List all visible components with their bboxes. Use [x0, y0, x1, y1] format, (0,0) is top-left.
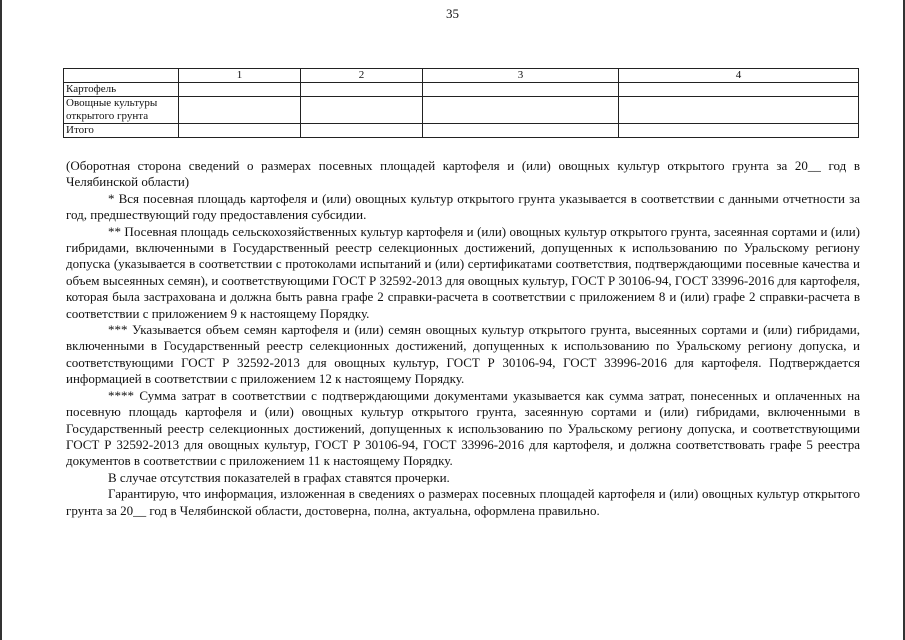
table-header-row: [64, 69, 859, 83]
table-cell: [301, 124, 423, 138]
table-row: [64, 83, 859, 97]
table-header-cell: [64, 69, 179, 83]
table-header-cell: 3: [423, 69, 619, 83]
table-cell: [619, 97, 859, 124]
table-cell: [179, 124, 301, 138]
table-cell: [179, 97, 301, 124]
footnote-3: *** Указывается объем семян картофеля и (или) семян овощных культур открытого грунта, высеянных сортами и (или) гибридами, включенными в Государственный реестр селекционных достижений, допущенных к использованию по Уральскому региону допуска, и соответствующими ГОСТ Р 32592-2013 для овощных культур, ГОСТ Р 30106-94, ГОСТ 33996-2016 для картофеля. Подтверждается информацией в соответствии с приложением 12 к настоящему Порядку.: [66, 322, 860, 387]
row-label: Овощные культуры открытого грунта: [64, 97, 179, 124]
footnote-1: * Вся посевная площадь картофеля и (или) овощных культур открытого грунта указывается в соответствии с данными отчетности за год, предшествующий году предоставления субсидии.: [66, 190, 860, 223]
table-header-cell: 1: [179, 69, 301, 83]
footnote-2: ** Посевная площадь сельскохозяйственных культур картофеля и (или) овощных культур открытого грунта, засеянная сортами и (или) гибридами, включенными в Государственный реестр селекционных достижений, допущенных к использованию по Уральскому региону допуска (указывается в соответствии с протоколами испытаний и (или) сертификатами соответствия, подтверждающими посевные качества и объем высеянных семян), и соответствующими ГОСТ Р 32592-2013 для овощных культур, ГОСТ Р 30106-94, ГОСТ 33996-2016 для картофеля, которая была застрахована и должна быть равна графе 2 справки-расчета в соответствии с приложением 8 и (или) графе 2 справки-расчета в соответствии с приложением 9 к настоящему Порядку.: [66, 223, 860, 321]
data-table: [63, 68, 859, 138]
table-header-cell: 2: [301, 69, 423, 83]
table-row: [64, 97, 859, 124]
table-cell: [423, 124, 619, 138]
page-number: 35: [446, 6, 459, 21]
table-cell: [619, 83, 859, 97]
row-label: Картофель: [64, 83, 179, 97]
guarantee-statement: Гарантирую, что информация, изложенная в сведениях о размерах посевных площадей картофеля и (или) овощных культур открытого грунта за 20__ год в Челябинской области, достоверна, полна, актуальна, оформлена правильно.: [66, 486, 860, 518]
table-row: [64, 124, 859, 138]
table-cell: [301, 83, 423, 97]
page-border-left: [0, 0, 2, 640]
table-caption: (Оборотная сторона сведений о размерах посевных площадей картофеля и (или) овощных культур открытого грунта за 20__ год в Челябинской области): [66, 158, 860, 190]
note-dashes: В случае отсутствия показателей в графах ставятся прочерки.: [108, 469, 450, 485]
table-cell: [619, 124, 859, 138]
row-label: Итого: [64, 124, 179, 138]
document-body: [66, 158, 860, 519]
table-cell: [423, 83, 619, 97]
footnote-4: **** Сумма затрат в соответствии с подтверждающими документами указывается как сумма затрат, понесенных и оплаченных на посевную площадь картофеля и (или) овощных культур открытого грунта, засеянную сортами и (или) гибридами, включенными в Государственный реестр селекционных достижений, допущенных к использованию по Уральскому региону допуска, и соответствующими ГОСТ Р 32592-2013 для овощных культур, ГОСТ Р 30106-94, ГОСТ 33996-2016 для картофеля, и должна соответствовать графе 5 реестра документов в соответствии с приложением 11 к настоящему Порядку.: [66, 387, 860, 469]
table-cell: [179, 83, 301, 97]
table-cell: [423, 97, 619, 124]
table-cell: [301, 97, 423, 124]
table-header-cell: 4: [619, 69, 859, 83]
